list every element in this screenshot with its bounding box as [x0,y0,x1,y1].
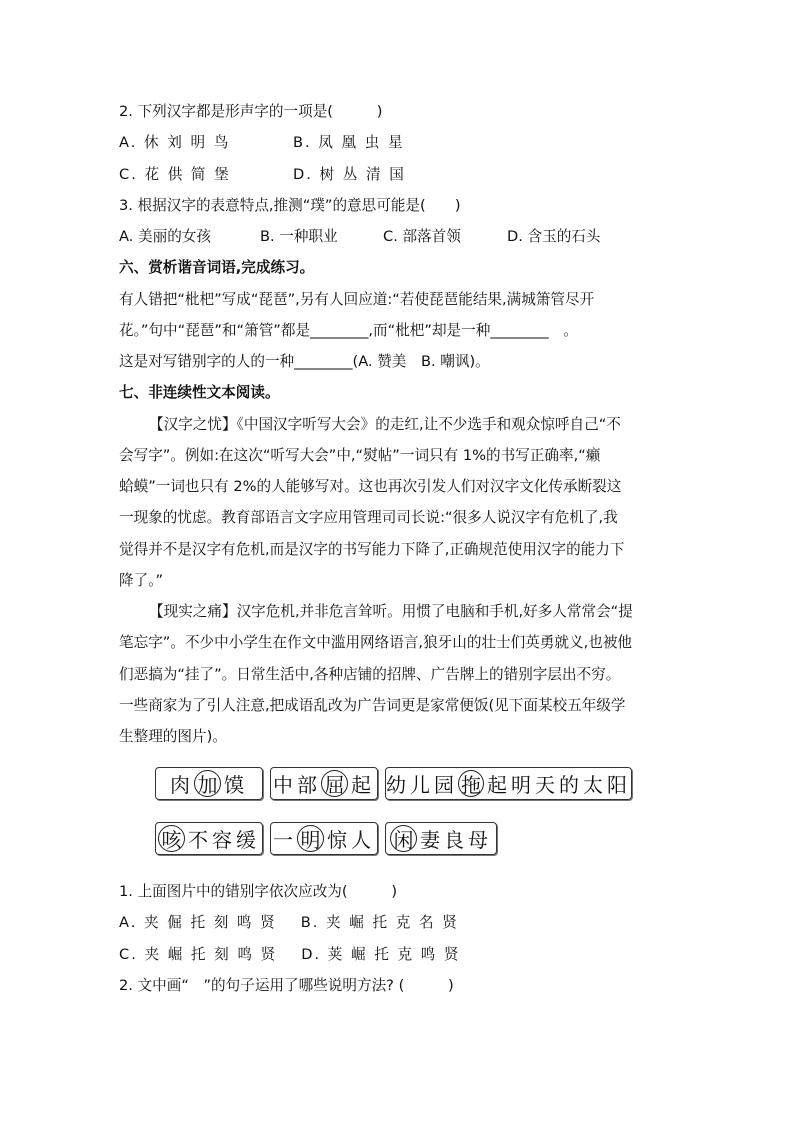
sign-card [385,767,632,800]
circled-wrong-char: 屈 [321,770,348,797]
option: D. 树 丛 清 国 [293,165,406,183]
text-line: 3. 根据汉字的表意特点,推测“璞”的意思可能是( ) [119,196,461,214]
text-line: 1. 上面图片中的错别字依次应改为( ) [119,883,398,900]
text-line [119,165,430,185]
sign-card [155,822,263,855]
text-line: 2. 下列汉字都是形声字的一项是( ) [119,103,383,120]
section-heading: 七、非连续性文本阅读。 [119,384,280,402]
sign-card [155,767,263,800]
text-line: 【汉字之忧】《中国汉字听写大会》的走红,让不少选手和观众惊呼自己“不 [149,415,621,433]
sign-text: 中部 [273,773,321,797]
sign-text: 一 [273,828,297,852]
sign-card [270,767,378,800]
sign-text: 幼儿园 [386,773,458,797]
circled-wrong-char: 明 [297,825,324,852]
option: D. 含玉的石头 [507,228,601,245]
circled-wrong-char: 闲 [390,825,417,852]
text-line: 花。”句中“琵琶”和“箫管”都是________,而“枇杷”却是一种________ 。 [119,321,578,339]
text-line: 一些商家为了引人注意,把成语乱改为广告词更是家常便饭(见下面某校五年级学 [119,696,626,714]
option: C. 花 供 简 堡 [119,165,231,183]
sign-card [385,822,497,855]
option: D. 荚 崛 托 克 鸣 贤 [301,945,461,963]
option: B. 夹 崛 托 克 名 贤 [300,914,459,932]
text-line [119,945,485,965]
text-line: 这是对写错别字的人的一种________(A. 赞美 B. 嘲讽)。 [119,353,490,370]
option: A. 夹 倔 托 刻 鸣 贤 [119,914,277,932]
sign-text: 惊人 [327,828,375,852]
circled-wrong-char: 咳 [158,825,185,852]
sign-text: 不容缓 [188,828,260,852]
text-line: 们恶搞为“挂了”。日常生活中,各种店铺的招牌、广告牌上的错别字层出不穷。 [119,665,621,683]
sign-card [270,822,378,855]
sign-text: 馍 [224,773,248,797]
option: A. 美丽的女孩 [119,228,211,245]
text-line: 一现象的忧虑。教育部语言文字应用管理司司长说:“很多人说汉字有危机了,我 [119,509,618,527]
section-heading: 六、赏析谐音词语,完成练习。 [119,259,315,277]
text-line: 生整理的图片)。 [119,728,227,745]
text-line: 降了。” [119,571,164,589]
text-line: 2. 文中画“ ”的句子运用了哪些说明方法? ( ) [119,976,454,994]
text-line: 觉得并不是汉字有危机,而是汉字的书写能力下降了,正确规范使用汉字的能力下 [119,540,625,558]
text-line [119,133,429,153]
sign-text: 起明天的太阳 [487,773,631,797]
text-line: 【现实之痛】汉字危机,并非危言耸听。用惯了电脑和手机,好多人常常会“提 [149,603,633,620]
text-line: 会写字”。例如:在这次“听写大会”中,“熨帖”一词只有 1%的书写正确率,“癞 [119,446,601,464]
text-line [119,913,483,933]
circled-wrong-char: 拖 [458,770,484,797]
circled-wrong-char: 加 [194,770,221,797]
option: B. 一种职业 [260,228,338,245]
option: C. 部落首领 [383,228,461,245]
option: A. 休 刘 明 鸟 [119,134,231,152]
option: C. 夹 崛 托 刻 鸣 贤 [119,945,278,963]
text-line: 蛤蟆”一词也只有 2%的人能够写对。这也再次引发人们对汉字文化传承断裂这 [119,478,622,495]
text-line [119,227,619,247]
sign-text: 妻良母 [420,828,492,852]
text-line: 有人错把“枇杷”写成“琵琶”,另有人回应道:“若使琵琶能结果,满城箫管尽开 [119,290,595,308]
option: B. 凤 凰 虫 星 [293,134,405,152]
text-line: 笔忘字”。不少中小学生在作文中滥用网络语言,狼牙山的壮士们英勇就义,也被他 [119,634,633,652]
sign-text: 肉 [170,773,194,797]
sign-text: 起 [351,773,375,797]
